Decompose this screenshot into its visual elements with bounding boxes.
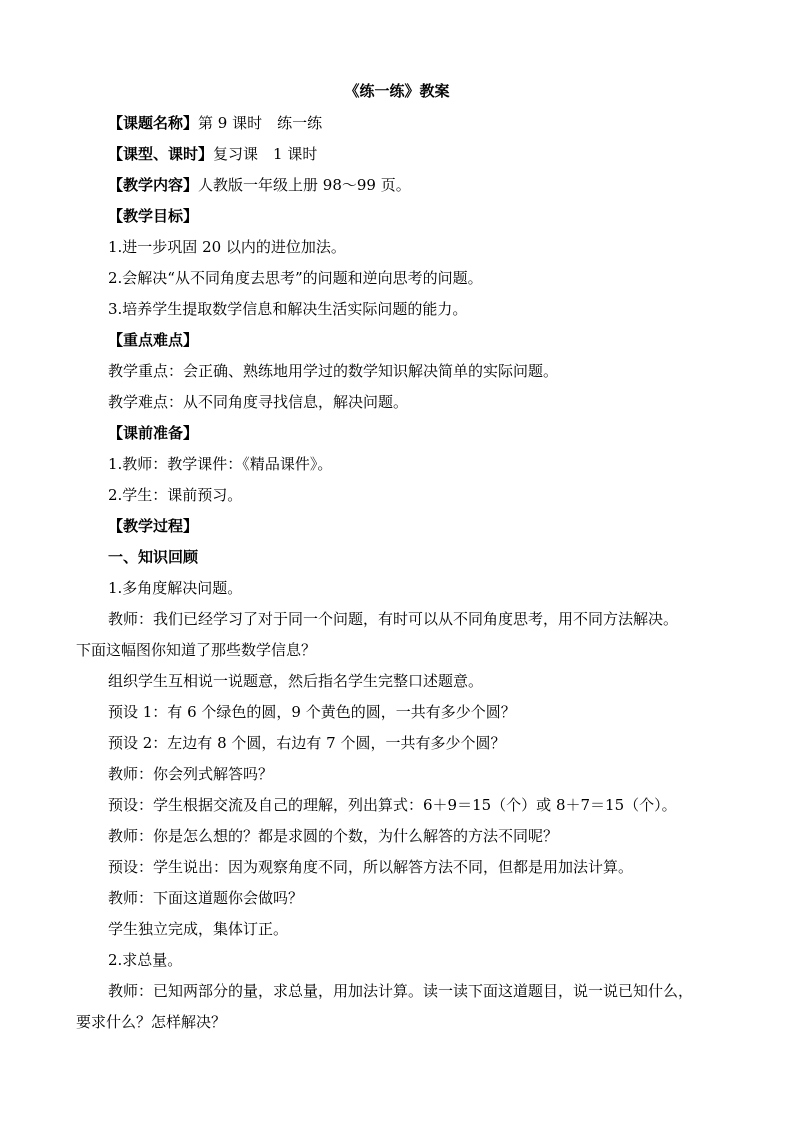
paragraph-line: 预设 2：左边有 8 个圆，右边有 7 个圆，一共有多少个圆？: [108, 734, 506, 752]
paragraph-line: 教师：下面这道题你会做吗？: [108, 889, 304, 907]
goal-item: 2.会解决“从不同角度去思考”的问题和逆向思考的问题。: [108, 269, 483, 287]
goal-item: 3.培养学生提取数学信息和解决生活实际问题的能力。: [108, 300, 468, 318]
goals-heading: 【教学目标】: [108, 207, 199, 225]
key-points-heading: 【重点难点】: [108, 331, 199, 349]
lesson-name-line: [108, 112, 322, 134]
paragraph-line: 要求什么？怎样解决？: [76, 1013, 227, 1031]
preparation-heading: 【课前准备】: [108, 424, 199, 442]
lesson-type-value: 复习课 1 课时: [213, 145, 318, 163]
paragraph-line: 组织学生互相说一说题意，然后指名学生完整口述题意。: [108, 672, 484, 690]
lesson-name-label: 【课题名称】: [108, 114, 199, 132]
subsection-heading: 1.多角度解决问题。: [108, 579, 243, 597]
teaching-content-line: [108, 174, 411, 196]
lesson-type-line: [108, 143, 317, 165]
preparation-item: 1.教师：教学课件：《精品课件》。: [108, 455, 333, 473]
key-point-item: 教学难点：从不同角度寻找信息，解决问题。: [108, 393, 409, 411]
paragraph-line: 预设 1：有 6 个绿色的圆，9 个黄色的圆，一共有多少个圆？: [108, 703, 516, 721]
document-title: 《练一练》教案: [344, 82, 450, 100]
goal-item: 1.进一步巩固 20 以内的进位加法。: [108, 238, 346, 256]
paragraph-line: 教师：你是怎么想的？都是求圆的个数，为什么解答的方法不同呢？: [108, 827, 559, 845]
lesson-name-value: 第 9 课时 练一练: [198, 114, 323, 132]
paragraph-line: 教师：你会列式解答吗？: [108, 765, 274, 783]
process-heading: 【教学过程】: [108, 517, 199, 535]
paragraph-line: 预设：学生说出：因为观察角度不同，所以解答方法不同，但都是用加法计算。: [108, 858, 634, 876]
preparation-item: 2.学生：课前预习。: [108, 486, 243, 504]
subsection-heading: 2.求总量。: [108, 951, 183, 969]
paragraph-line: 教师：我们已经学习了对于同一个问题，有时可以从不同角度思考，用不同方法解决。: [108, 610, 679, 628]
paragraph-line: 下面这幅图你知道了那些数学信息？: [76, 641, 317, 659]
paragraph-line: 教师：已知两部分的量，求总量，用加法计算。读一读下面这道题目，说一说已知什么，: [108, 982, 694, 1000]
section-heading: 一、知识回顾: [108, 548, 199, 566]
paragraph-line: 预设：学生根据交流及自己的理解，列出算式：6＋9＝15（个）或 8＋7＝15（个）。: [108, 796, 677, 814]
lesson-type-label: 【课型、课时】: [108, 145, 214, 163]
teaching-content-value: 人教版一年级上册 98～99 页。: [198, 176, 411, 194]
key-point-item: 教学重点：会正确、熟练地用学过的数学知识解决简单的实际问题。: [108, 362, 559, 380]
teaching-content-label: 【教学内容】: [108, 176, 199, 194]
paragraph-line: 学生独立完成，集体订正。: [108, 920, 289, 938]
